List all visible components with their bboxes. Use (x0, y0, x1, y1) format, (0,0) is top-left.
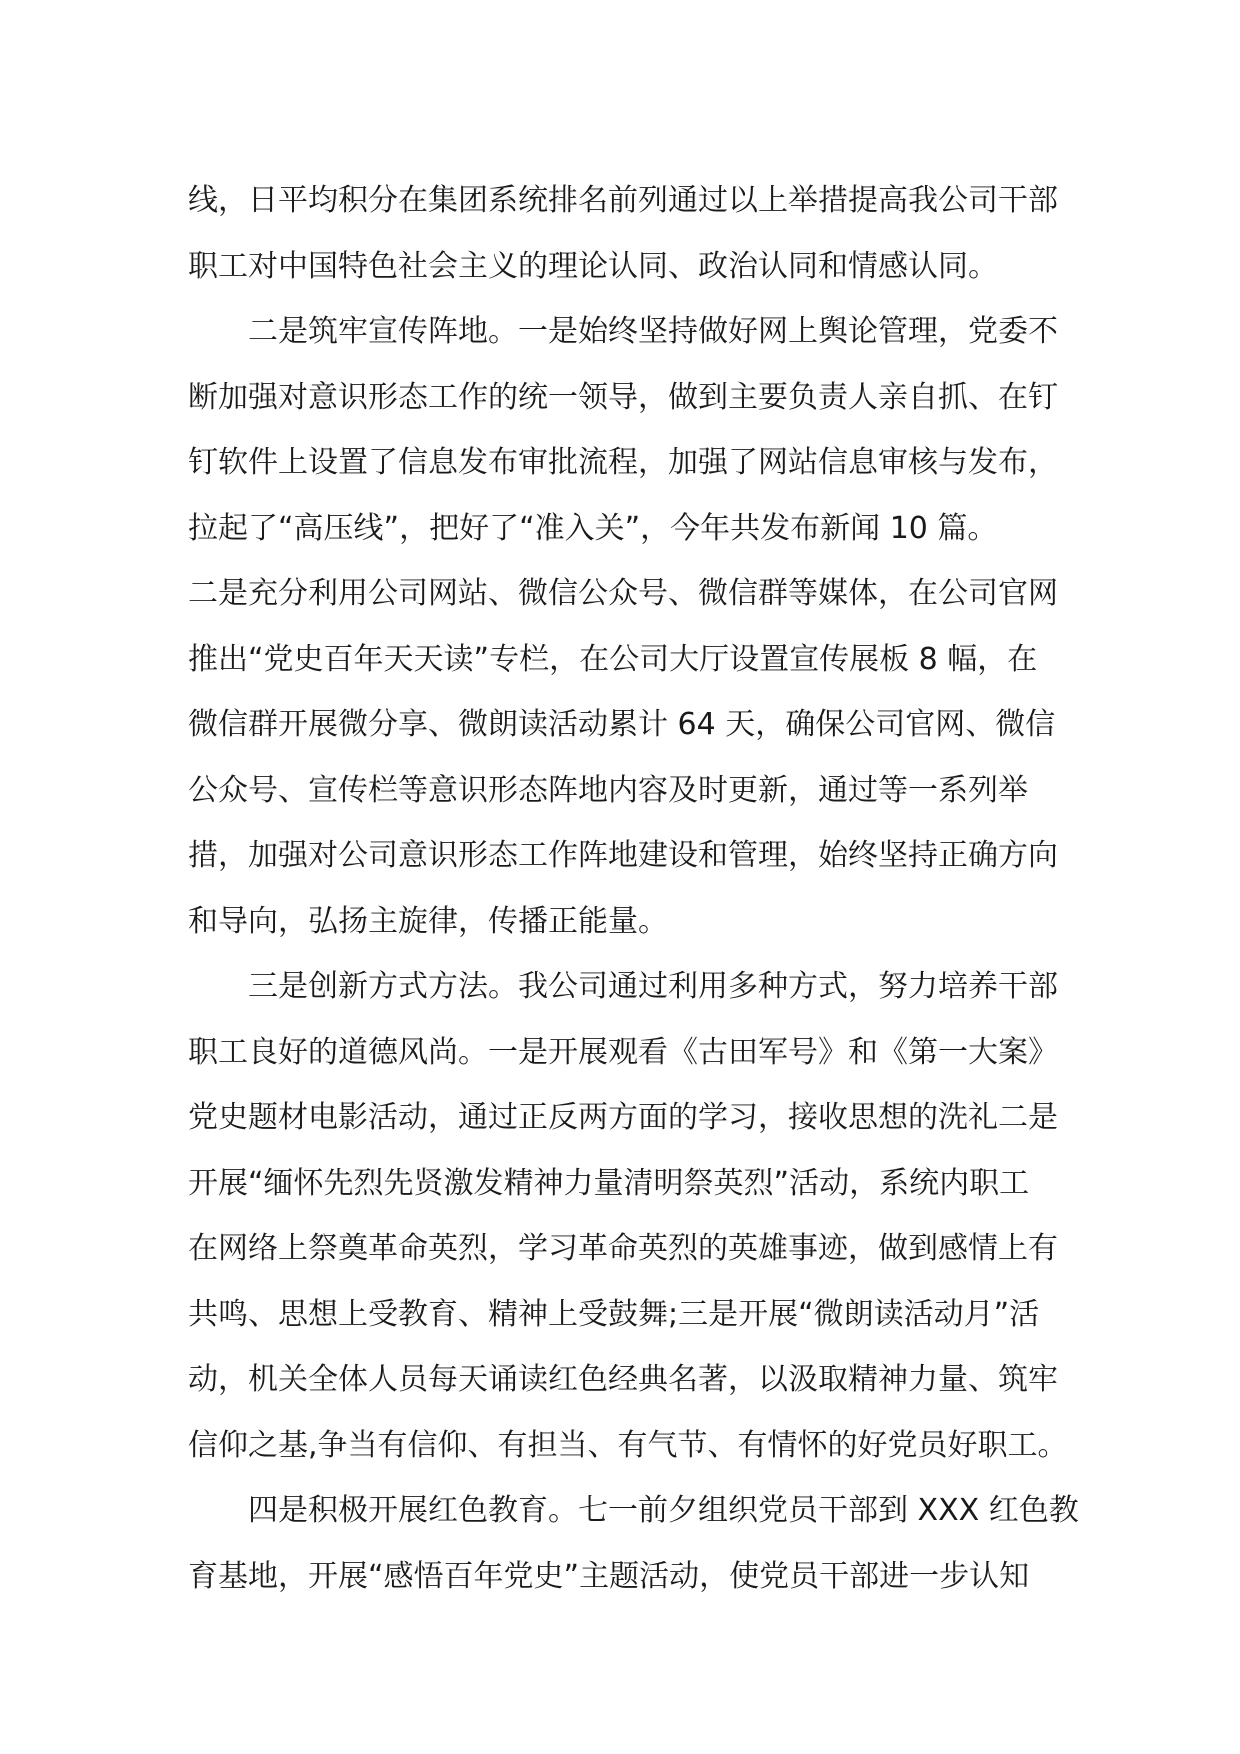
text-line: 公众号、宣传栏等意识形态阵地内容及时更新，通过等一系列举 (188, 772, 1028, 808)
text-line: 拉起了“高压线”，把好了“准入关”，今年共发布新闻 10 篇。 (188, 510, 998, 546)
text-line: 职工对中国特色社会主义的理论认同、政治认同和情感认同。 (188, 248, 998, 284)
text-line: 断加强对意识形态工作的统一领导，做到主要负责人亲自抓、在钉 (188, 379, 1058, 415)
paragraph-first-line: 三是创新方式方法。我公司通过利用多种方式，努力培养干部 (188, 969, 1058, 1004)
text-line: 信仰之基,争当有信仰、有担当、有气节、有情怀的好党员好职工。 (188, 1427, 1068, 1463)
text-line: 育基地，开展“感悟百年党史”主题活动，使党员干部进一步认知 (188, 1558, 1030, 1594)
text-line: 党史题材电影活动，通过正反两方面的学习，接收思想的洗礼二是 (188, 1100, 1058, 1135)
text-line: 在网络上祭奠革命英烈，学习革命英烈的英雄事迹，做到感情上有 (188, 1231, 1058, 1266)
body-text (188, 168, 1079, 1609)
text-line: 措，加强对公司意识形态工作阵地建设和管理，始终坚持正确方向 (188, 838, 1058, 873)
text-line: 动，机关全体人员每天诵读红色经典名著，以汲取精神力量、筑牢 (188, 1362, 1058, 1397)
text-line: 微信群开展微分享、微朗读活动累计 64 天，确保公司官网、微信 (188, 707, 1056, 742)
text-line: 钉软件上设置了信息发布审批流程，加强了网站信息审核与发布， (188, 445, 1058, 480)
paragraph-first-line: 四是积极开展红色教育。七一前夕组织党员干部到 XXX 红色教 (188, 1493, 1079, 1528)
text-line: 共鸣、思想上受教育、精神上受鼓舞;三是开展“微朗读活动月”活 (188, 1296, 1040, 1332)
text-line: 开展“缅怀先烈先贤激发精神力量清明祭英烈”活动，系统内职工 (188, 1165, 1030, 1201)
text-line: 职工良好的道德风尚。一是开展观看《古田军号》和《第一大案》 (188, 1034, 1058, 1070)
text-line: 线，日平均积分在集团系统排名前列通过以上举措提高我公司干部 (188, 183, 1058, 218)
text-line: 推出“党史百年天天读”专栏，在公司大厅设置宣传展板 8 幅，在 (188, 641, 1038, 677)
paragraph-first-line: 二是筑牢宣传阵地。一是始终坚持做好网上舆论管理，党委不 (188, 314, 1058, 349)
text-line: 二是充分利用公司网站、微信公众号、微信群等媒体，在公司官网 (188, 576, 1058, 611)
text-line: 和导向，弘扬主旋律，传播正能量。 (188, 903, 668, 939)
